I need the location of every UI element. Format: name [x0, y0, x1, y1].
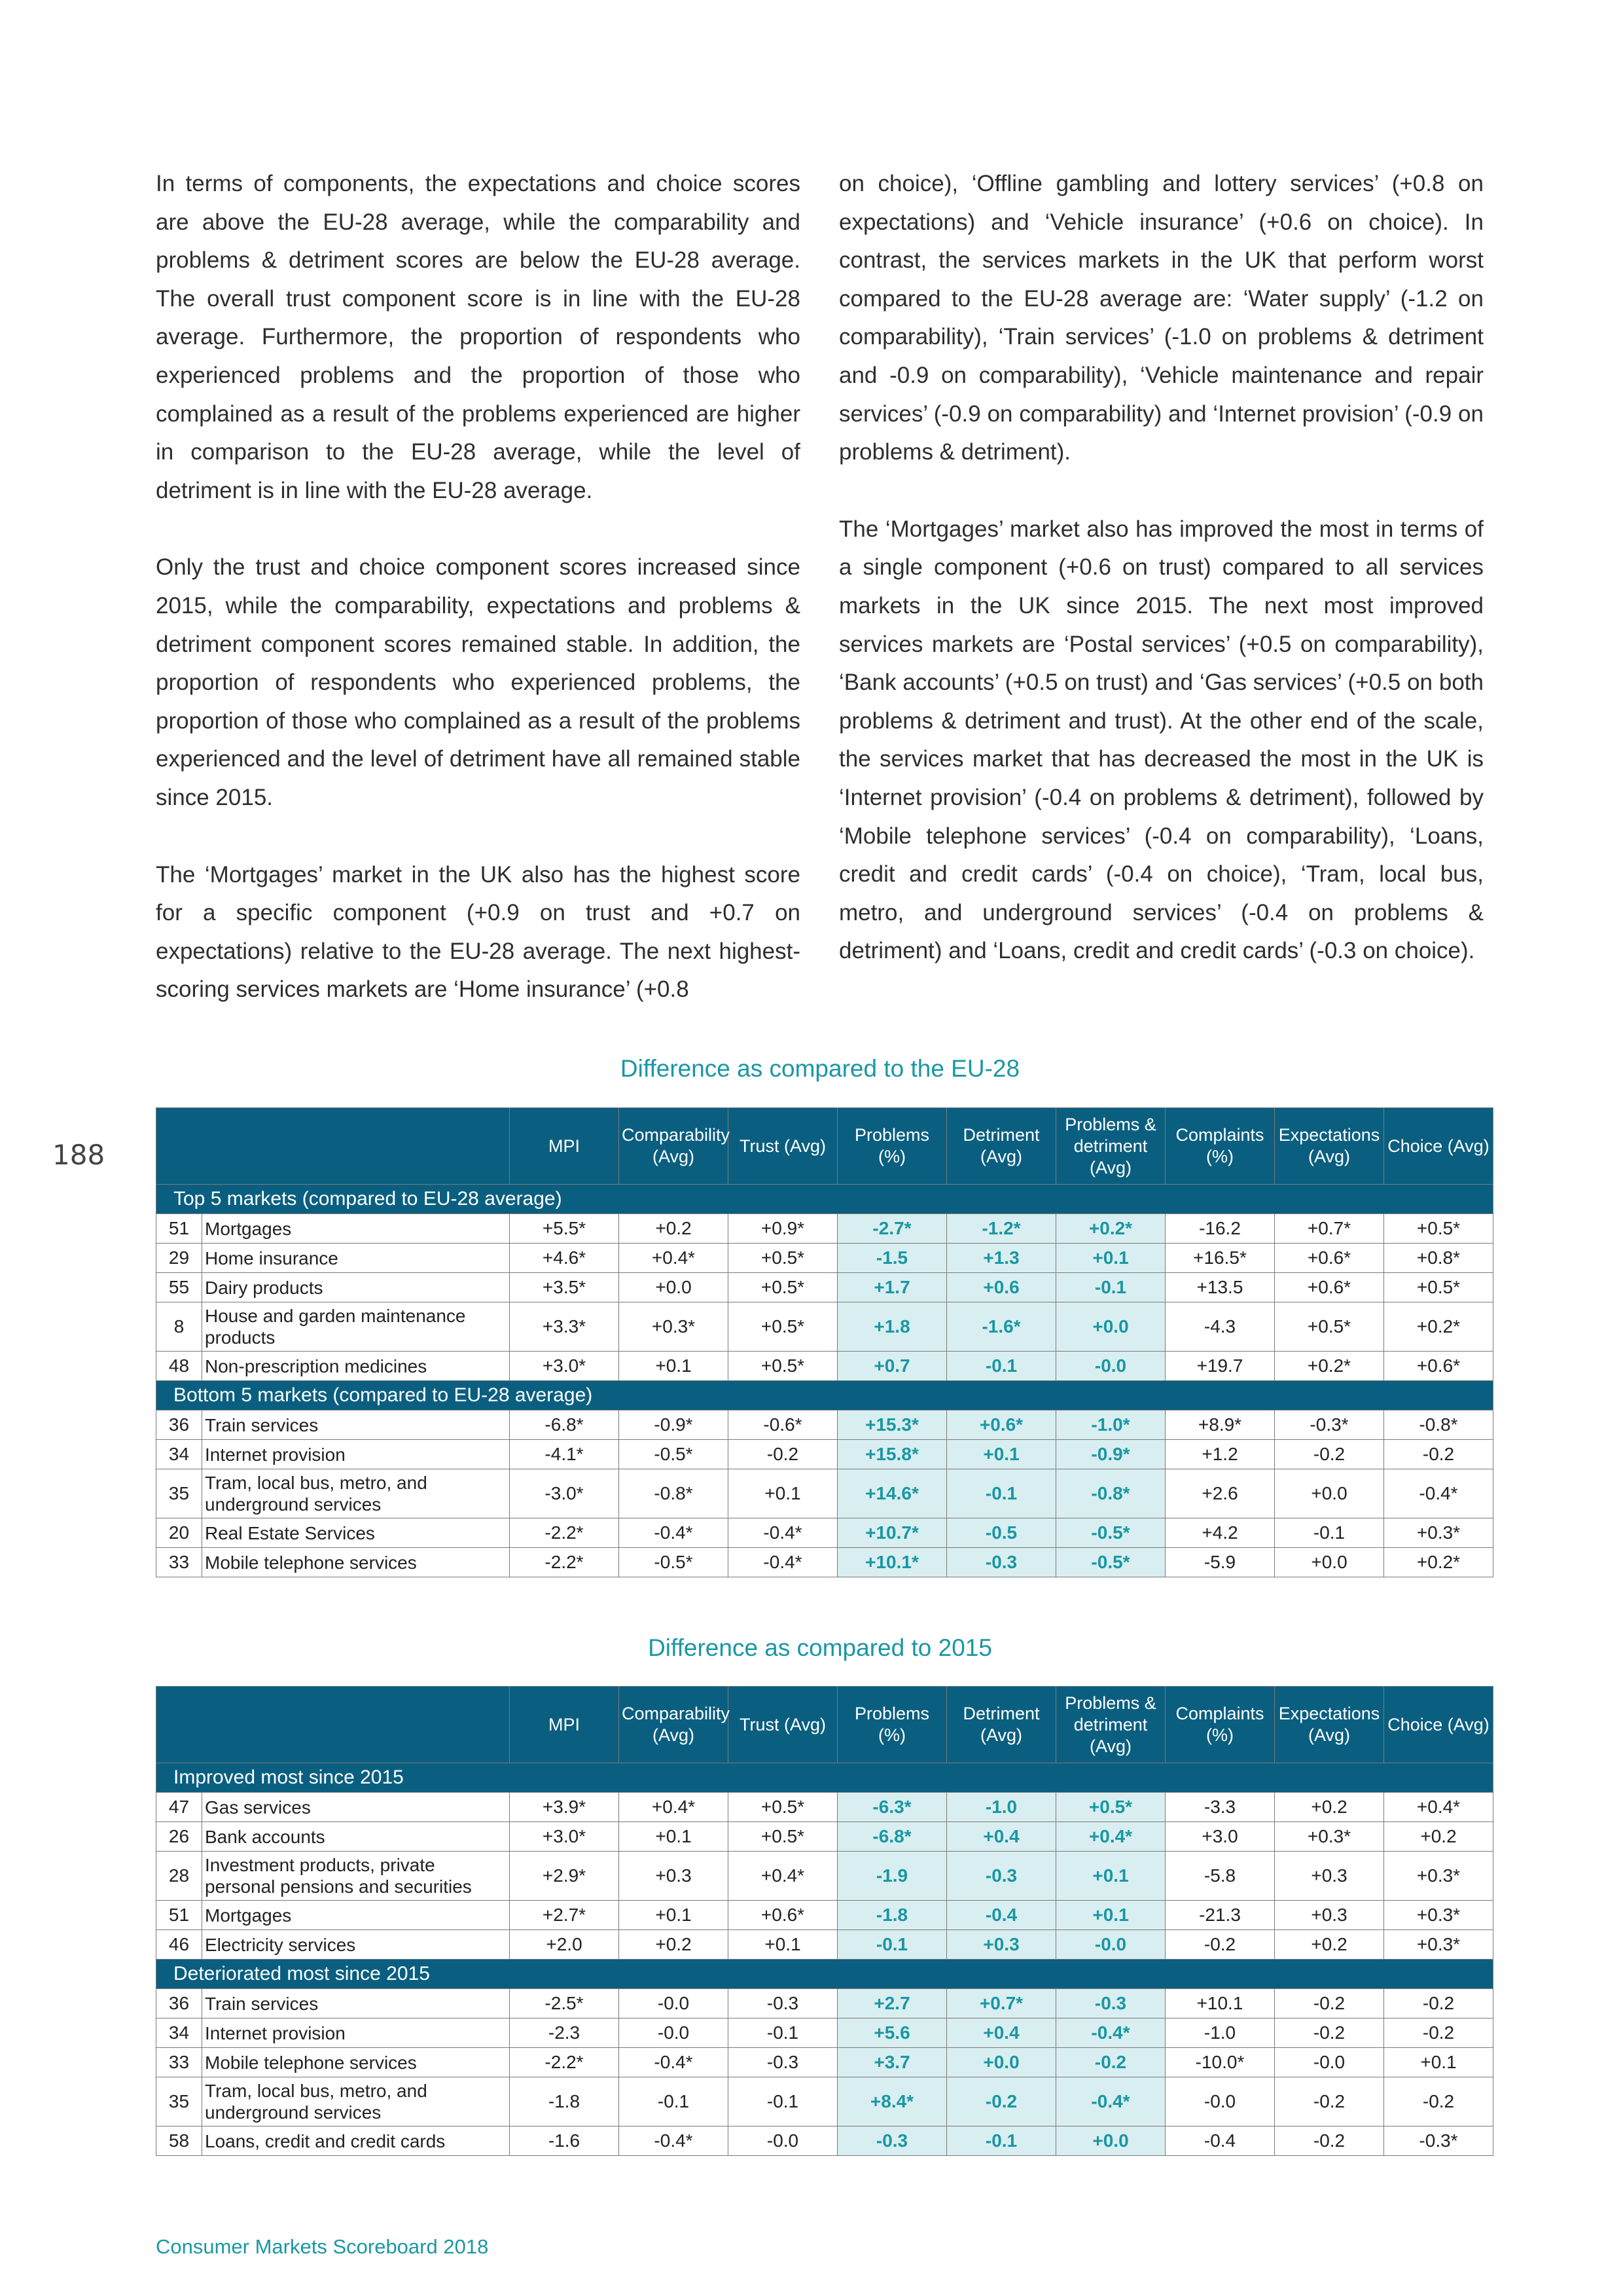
market-number: 34 — [156, 2018, 202, 2048]
value-cell: +1.3 — [947, 1244, 1056, 1273]
value-cell: -0.2 — [1275, 1989, 1384, 2018]
column-header: Problems (%) — [838, 1687, 947, 1763]
value-cell: -0.8* — [619, 1469, 728, 1518]
value-cell: -0.2 — [1384, 2018, 1493, 2048]
paragraph: In terms of components, the expectations and choice scores are above the EU-28 average, while the comparability and problems & detriment scores are below the EU-28 average. The overall trust component score is in line with the EU-28 average. Furthermore, the proportion of respondents who experienced problems and the proportion of those who complained as a result of the problems experienced are higher in comparison to the EU-28 average, while the level of detriment is in line with the EU-28 average. — [156, 171, 800, 503]
value-cell: -4.3 — [1166, 1302, 1275, 1352]
page-number: 188 — [52, 1139, 105, 1171]
value-cell: -0.9* — [619, 1410, 728, 1440]
value-cell: -0.5* — [1056, 1548, 1166, 1577]
value-cell: +3.3* — [510, 1302, 619, 1352]
value-cell: +0.1 — [1056, 1244, 1166, 1273]
value-cell: +2.7* — [510, 1901, 619, 1930]
value-cell: +0.4 — [947, 1822, 1056, 1852]
value-cell: +0.3* — [1384, 1901, 1493, 1930]
market-name: Bank accounts — [202, 1822, 510, 1852]
value-cell: +0.2 — [619, 1930, 728, 1960]
market-name: Mortgages — [202, 1214, 510, 1244]
value-cell: -3.3 — [1166, 1793, 1275, 1822]
market-number: 20 — [156, 1518, 202, 1548]
value-cell: +0.5* — [1275, 1302, 1384, 1352]
market-name: Train services — [202, 1410, 510, 1440]
footer-title: Consumer Markets Scoreboard 2018 — [156, 2235, 489, 2258]
value-cell: +19.7 — [1166, 1352, 1275, 1381]
market-number: 55 — [156, 1273, 202, 1302]
value-cell: -16.2 — [1166, 1214, 1275, 1244]
value-cell: -0.2 — [1384, 1440, 1493, 1469]
market-number: 46 — [156, 1930, 202, 1960]
value-cell: -0.1 — [1275, 1518, 1384, 1548]
value-cell: +0.5* — [1384, 1273, 1493, 1302]
value-cell: +0.2* — [1275, 1352, 1384, 1381]
value-cell: +0.4* — [619, 1244, 728, 1273]
value-cell: +0.6* — [728, 1901, 838, 1930]
table-row — [156, 2018, 1493, 2048]
table-row — [156, 1901, 1493, 1930]
value-cell: +0.2 — [1275, 1793, 1384, 1822]
market-number: 36 — [156, 1410, 202, 1440]
section-header: Top 5 markets (compared to EU-28 average) — [156, 1185, 1493, 1214]
market-name: Internet provision — [202, 1440, 510, 1469]
table-row — [156, 1822, 1493, 1852]
left-text-column — [156, 165, 800, 1009]
value-cell: +3.5* — [510, 1273, 619, 1302]
market-number: 51 — [156, 1901, 202, 1930]
market-name: Tram, local bus, metro, and underground services — [202, 2077, 510, 2126]
value-cell: +0.8* — [1384, 1244, 1493, 1273]
value-cell: -0.5* — [619, 1548, 728, 1577]
value-cell: +0.6* — [947, 1410, 1056, 1440]
value-cell: -0.4* — [728, 1518, 838, 1548]
value-cell: -1.2* — [947, 1214, 1056, 1244]
table-row — [156, 1352, 1493, 1381]
value-cell: -1.6 — [510, 2126, 619, 2156]
value-cell: +1.2 — [1166, 1440, 1275, 1469]
value-cell: -0.2 — [1056, 2048, 1166, 2077]
value-cell: -0.4* — [1056, 2077, 1166, 2126]
value-cell: -2.2* — [510, 1518, 619, 1548]
value-cell: +0.3* — [1384, 1518, 1493, 1548]
market-number: 36 — [156, 1989, 202, 2018]
column-header: Trust (Avg) — [728, 1108, 838, 1185]
value-cell: +0.0 — [1275, 1548, 1384, 1577]
market-number: 33 — [156, 1548, 202, 1577]
table-row — [156, 1410, 1493, 1440]
value-cell: -1.9 — [838, 1852, 947, 1901]
market-number: 8 — [156, 1302, 202, 1352]
market-name: Loans, credit and credit cards — [202, 2126, 510, 2156]
value-cell: +0.1 — [1384, 2048, 1493, 2077]
column-header: MPI — [510, 1108, 619, 1185]
value-cell: +0.3* — [1384, 1930, 1493, 1960]
value-cell: +0.7* — [947, 1989, 1056, 2018]
value-cell: -1.8 — [838, 1901, 947, 1930]
value-cell: -0.3 — [728, 1989, 838, 2018]
value-cell: -0.5* — [1056, 1518, 1166, 1548]
column-header: Comparability (Avg) — [619, 1108, 728, 1185]
value-cell: -4.1* — [510, 1440, 619, 1469]
table-row — [156, 1273, 1493, 1302]
value-cell: +0.1 — [1056, 1901, 1166, 1930]
value-cell: +0.0 — [1275, 1469, 1384, 1518]
market-name: Real Estate Services — [202, 1518, 510, 1548]
value-cell: -0.2 — [1275, 1440, 1384, 1469]
table-row — [156, 1989, 1493, 2018]
value-cell: -0.2 — [1275, 2018, 1384, 2048]
value-cell: +0.9* — [728, 1214, 838, 1244]
market-number: 29 — [156, 1244, 202, 1273]
column-header: Problems & detriment (Avg) — [1056, 1687, 1166, 1763]
value-cell: -2.2* — [510, 1548, 619, 1577]
value-cell: -0.4 — [1166, 2126, 1275, 2156]
value-cell: +10.1* — [838, 1548, 947, 1577]
value-cell: -0.1 — [947, 1469, 1056, 1518]
column-header: Problems (%) — [838, 1108, 947, 1185]
value-cell: -0.2 — [1384, 1989, 1493, 2018]
value-cell: +0.5* — [1056, 1793, 1166, 1822]
value-cell: +1.8 — [838, 1302, 947, 1352]
header-blank-cell — [156, 1108, 510, 1185]
value-cell: +0.1 — [947, 1440, 1056, 1469]
paragraph: Only the trust and choice component scores increased since 2015, while the comparability, expectations and problems & detriment component scores remained stable. In addition, the proportion of respondents who experienced problems, the proportion of those who complained as a result of the problems experienced and the level of detriment have all remained stable since 2015. — [156, 554, 800, 810]
value-cell: +0.3 — [619, 1852, 728, 1901]
value-cell: -0.2 — [728, 1440, 838, 1469]
value-cell: +2.9* — [510, 1852, 619, 1901]
value-cell: +2.6 — [1166, 1469, 1275, 1518]
value-cell: -0.8* — [1384, 1410, 1493, 1440]
value-cell: +0.0 — [619, 1273, 728, 1302]
value-cell: -6.8* — [510, 1410, 619, 1440]
value-cell: -0.3 — [1056, 1989, 1166, 2018]
value-cell: +0.3* — [1275, 1822, 1384, 1852]
column-header: Expectations (Avg) — [1275, 1108, 1384, 1185]
value-cell: +3.9* — [510, 1793, 619, 1822]
value-cell: -5.8 — [1166, 1852, 1275, 1901]
table-row — [156, 2077, 1493, 2126]
value-cell: -0.3* — [1384, 2126, 1493, 2156]
value-cell: +0.5* — [728, 1273, 838, 1302]
table-row — [156, 1214, 1493, 1244]
market-name: Internet provision — [202, 2018, 510, 2048]
value-cell: +0.5* — [728, 1822, 838, 1852]
section-header: Improved most since 2015 — [156, 1763, 1493, 1793]
value-cell: +0.2 — [619, 1214, 728, 1244]
value-cell: -0.8* — [1056, 1469, 1166, 1518]
value-cell: +1.7 — [838, 1273, 947, 1302]
value-cell: -0.3 — [838, 2126, 947, 2156]
column-header: Expectations (Avg) — [1275, 1687, 1384, 1763]
table-title-eu28: Difference as compared to the EU-28 — [620, 1055, 1020, 1082]
table-row — [156, 1244, 1493, 1273]
value-cell: +0.6* — [1275, 1244, 1384, 1273]
value-cell: -0.1 — [1056, 1273, 1166, 1302]
value-cell: +5.6 — [838, 2018, 947, 2048]
market-number: 33 — [156, 2048, 202, 2077]
value-cell: -0.4* — [619, 2126, 728, 2156]
value-cell: -0.3* — [1275, 1410, 1384, 1440]
value-cell: -2.3 — [510, 2018, 619, 2048]
market-number: 28 — [156, 1852, 202, 1901]
table-row — [156, 1518, 1493, 1548]
value-cell: -0.1 — [728, 2018, 838, 2048]
value-cell: -0.0 — [1166, 2077, 1275, 2126]
value-cell: +0.3* — [619, 1302, 728, 1352]
value-cell: -0.0 — [1056, 1352, 1166, 1381]
value-cell: -0.1 — [947, 1352, 1056, 1381]
value-cell: +0.2 — [1275, 1930, 1384, 1960]
column-header: Choice (Avg) — [1384, 1687, 1493, 1763]
column-header: Complaints (%) — [1166, 1108, 1275, 1185]
value-cell: +0.5* — [1384, 1214, 1493, 1244]
market-number: 48 — [156, 1352, 202, 1381]
value-cell: -0.5* — [619, 1440, 728, 1469]
table-row — [156, 1548, 1493, 1577]
value-cell: -0.2 — [1275, 2126, 1384, 2156]
value-cell: -0.2 — [1275, 2077, 1384, 2126]
section-header: Bottom 5 markets (compared to EU-28 average) — [156, 1381, 1493, 1410]
market-name: Dairy products — [202, 1273, 510, 1302]
market-name: Non-prescription medicines — [202, 1352, 510, 1381]
value-cell: +0.0 — [947, 2048, 1056, 2077]
market-name: Train services — [202, 1989, 510, 2018]
value-cell: +0.1 — [1056, 1852, 1166, 1901]
column-header: Comparability (Avg) — [619, 1687, 728, 1763]
value-cell: +0.3* — [1384, 1852, 1493, 1901]
column-header: Detriment (Avg) — [947, 1687, 1056, 1763]
value-cell: -6.8* — [838, 1822, 947, 1852]
value-cell: -3.0* — [510, 1469, 619, 1518]
value-cell: +2.7 — [838, 1989, 947, 2018]
market-name: Mobile telephone services — [202, 2048, 510, 2077]
column-header: Trust (Avg) — [728, 1687, 838, 1763]
value-cell: +0.1 — [619, 1901, 728, 1930]
value-cell: +3.0* — [510, 1822, 619, 1852]
value-cell: -1.0 — [1166, 2018, 1275, 2048]
value-cell: +0.1 — [619, 1352, 728, 1381]
market-number: 47 — [156, 1793, 202, 1822]
market-name: Electricity services — [202, 1930, 510, 1960]
table-row — [156, 2048, 1493, 2077]
value-cell: +0.6 — [947, 1273, 1056, 1302]
table-row — [156, 1302, 1493, 1352]
value-cell: -0.0 — [1056, 1930, 1166, 1960]
table-row — [156, 1469, 1493, 1518]
market-number: 26 — [156, 1822, 202, 1852]
value-cell: +3.0* — [510, 1352, 619, 1381]
value-cell: +0.2* — [1384, 1548, 1493, 1577]
value-cell: +0.4* — [1384, 1793, 1493, 1822]
value-cell: -2.5* — [510, 1989, 619, 2018]
market-number: 35 — [156, 2077, 202, 2126]
column-header: MPI — [510, 1687, 619, 1763]
value-cell: +13.5 — [1166, 1273, 1275, 1302]
paragraph: The ‘Mortgages’ market also has improved the most in terms of a single component (+0.6 on trust) compared to all services markets in the UK since 2015. The next most improved services markets are ‘Postal services’ (+0.5 on comparability), ‘Bank accounts’ (+0.5 on trust) and ‘Gas services’ (+0.5 on both problems & detriment and trust). At the other end of the scale, the services market that has decreased the most in the UK is ‘Internet provision’ (-0.4 on problems & detriment), followed by ‘Mobile telephone services’ (-0.4 on comparability), ‘Loans, credit and credit cards’ (-0.4 on choice), ‘Tram, local bus, metro, and underground services’ (-0.4 on problems & detriment) and ‘Loans, credit and credit cards’ (-0.3 on choice). — [839, 516, 1484, 964]
value-cell: -0.0 — [728, 2126, 838, 2156]
value-cell: -2.7* — [838, 1214, 947, 1244]
market-number: 34 — [156, 1440, 202, 1469]
value-cell: -0.2 — [947, 2077, 1056, 2126]
market-name: Tram, local bus, metro, and underground services — [202, 1469, 510, 1518]
table-title-2015: Difference as compared to 2015 — [648, 1634, 992, 1661]
value-cell: +8.4* — [838, 2077, 947, 2126]
value-cell: -0.9* — [1056, 1440, 1166, 1469]
value-cell: +0.3 — [1275, 1852, 1384, 1901]
table-row — [156, 2126, 1493, 2156]
table-row — [156, 1930, 1493, 1960]
value-cell: +10.7* — [838, 1518, 947, 1548]
value-cell: -0.4* — [1056, 2018, 1166, 2048]
value-cell: -0.3 — [728, 2048, 838, 2077]
value-cell: -0.0 — [619, 1989, 728, 2018]
paragraph: The ‘Mortgages’ market in the UK also has the highest score for a specific component (+0.9 on trust and +0.7 on expectations) relative to the EU-28 average. The next highest-scoring services markets are ‘Home insurance’ (+0.8 — [156, 861, 800, 1003]
market-number: 51 — [156, 1214, 202, 1244]
value-cell: +0.1 — [728, 1469, 838, 1518]
value-cell: +8.9* — [1166, 1410, 1275, 1440]
market-name: Mortgages — [202, 1901, 510, 1930]
column-header: Complaints (%) — [1166, 1687, 1275, 1763]
value-cell: +0.4* — [619, 1793, 728, 1822]
value-cell: +0.0 — [1056, 2126, 1166, 2156]
value-cell: +15.3* — [838, 1410, 947, 1440]
value-cell: +16.5* — [1166, 1244, 1275, 1273]
value-cell: +4.2 — [1166, 1518, 1275, 1548]
value-cell: -1.0 — [947, 1793, 1056, 1822]
value-cell: -0.4* — [728, 1548, 838, 1577]
value-cell: -0.6* — [728, 1410, 838, 1440]
market-name: Home insurance — [202, 1244, 510, 1273]
value-cell: +0.6* — [1384, 1352, 1493, 1381]
value-cell: -0.3 — [947, 1852, 1056, 1901]
value-cell: -0.4* — [619, 1518, 728, 1548]
value-cell: -10.0* — [1166, 2048, 1275, 2077]
value-cell: -0.2 — [1166, 1930, 1275, 1960]
value-cell: -0.3 — [947, 1548, 1056, 1577]
market-name: Mobile telephone services — [202, 1548, 510, 1577]
value-cell: -0.1 — [728, 2077, 838, 2126]
value-cell: -0.1 — [947, 2126, 1056, 2156]
value-cell: +0.2* — [1384, 1302, 1493, 1352]
value-cell: +0.3 — [1275, 1901, 1384, 1930]
value-cell: -0.1 — [619, 2077, 728, 2126]
value-cell: +0.3 — [947, 1930, 1056, 1960]
market-name: Investment products, private personal pensions and securities — [202, 1852, 510, 1901]
value-cell: +5.5* — [510, 1214, 619, 1244]
value-cell: -0.1 — [838, 1930, 947, 1960]
value-cell: -1.6* — [947, 1302, 1056, 1352]
table-row — [156, 1440, 1493, 1469]
table-2015-comparison — [156, 1686, 1493, 2156]
value-cell: +0.7 — [838, 1352, 947, 1381]
value-cell: -6.3* — [838, 1793, 947, 1822]
value-cell: +0.5* — [728, 1302, 838, 1352]
right-text-column — [839, 165, 1484, 971]
value-cell: -5.9 — [1166, 1548, 1275, 1577]
value-cell: +14.6* — [838, 1469, 947, 1518]
column-header: Problems & detriment (Avg) — [1056, 1108, 1166, 1185]
value-cell: -1.0* — [1056, 1410, 1166, 1440]
value-cell: +0.7* — [1275, 1214, 1384, 1244]
value-cell: -2.2* — [510, 2048, 619, 2077]
value-cell: -0.2 — [1384, 2077, 1493, 2126]
market-name: House and garden maintenance products — [202, 1302, 510, 1352]
header-blank-cell — [156, 1687, 510, 1763]
value-cell: +2.0 — [510, 1930, 619, 1960]
table-eu28-comparison — [156, 1107, 1493, 1577]
value-cell: -0.4* — [1384, 1469, 1493, 1518]
value-cell: -0.5 — [947, 1518, 1056, 1548]
value-cell: -1.5 — [838, 1244, 947, 1273]
value-cell: -1.8 — [510, 2077, 619, 2126]
value-cell: -0.0 — [619, 2018, 728, 2048]
value-cell: +0.1 — [619, 1822, 728, 1852]
market-name: Gas services — [202, 1793, 510, 1822]
table-row — [156, 1793, 1493, 1822]
table-row — [156, 1852, 1493, 1901]
value-cell: +0.4 — [947, 2018, 1056, 2048]
value-cell: +0.2* — [1056, 1214, 1166, 1244]
value-cell: +15.8* — [838, 1440, 947, 1469]
value-cell: +0.1 — [728, 1930, 838, 1960]
value-cell: -0.4* — [619, 2048, 728, 2077]
value-cell: -21.3 — [1166, 1901, 1275, 1930]
value-cell: +0.0 — [1056, 1302, 1166, 1352]
paragraph: on choice), ‘Offline gambling and lottery services’ (+0.8 on expectations) and ‘Vehicle insurance’ (+0.6 on choice). In contrast, the services markets in the UK that perform worst compared to the EU-28 average are: ‘Water supply’ (-1.2 on comparability), ‘Train services’ (-1.0 on problems & detriment and -0.9 on comparability), ‘Vehicle maintenance and repair services’ (-0.9 on comparability) and ‘Internet provision’ (-0.9 on problems & detriment). — [839, 171, 1484, 465]
market-number: 35 — [156, 1469, 202, 1518]
value-cell: -0.4 — [947, 1901, 1056, 1930]
column-header: Detriment (Avg) — [947, 1108, 1056, 1185]
value-cell: +4.6* — [510, 1244, 619, 1273]
value-cell: +3.7 — [838, 2048, 947, 2077]
column-header: Choice (Avg) — [1384, 1108, 1493, 1185]
value-cell: -0.0 — [1275, 2048, 1384, 2077]
value-cell: +0.4* — [728, 1852, 838, 1901]
value-cell: +0.5* — [728, 1244, 838, 1273]
value-cell: +0.5* — [728, 1352, 838, 1381]
value-cell: +0.5* — [728, 1793, 838, 1822]
value-cell: +3.0 — [1166, 1822, 1275, 1852]
market-number: 58 — [156, 2126, 202, 2156]
value-cell: +0.6* — [1275, 1273, 1384, 1302]
value-cell: +0.4* — [1056, 1822, 1166, 1852]
value-cell: +10.1 — [1166, 1989, 1275, 2018]
section-header: Deteriorated most since 2015 — [156, 1960, 1493, 1989]
value-cell: +0.2 — [1384, 1822, 1493, 1852]
